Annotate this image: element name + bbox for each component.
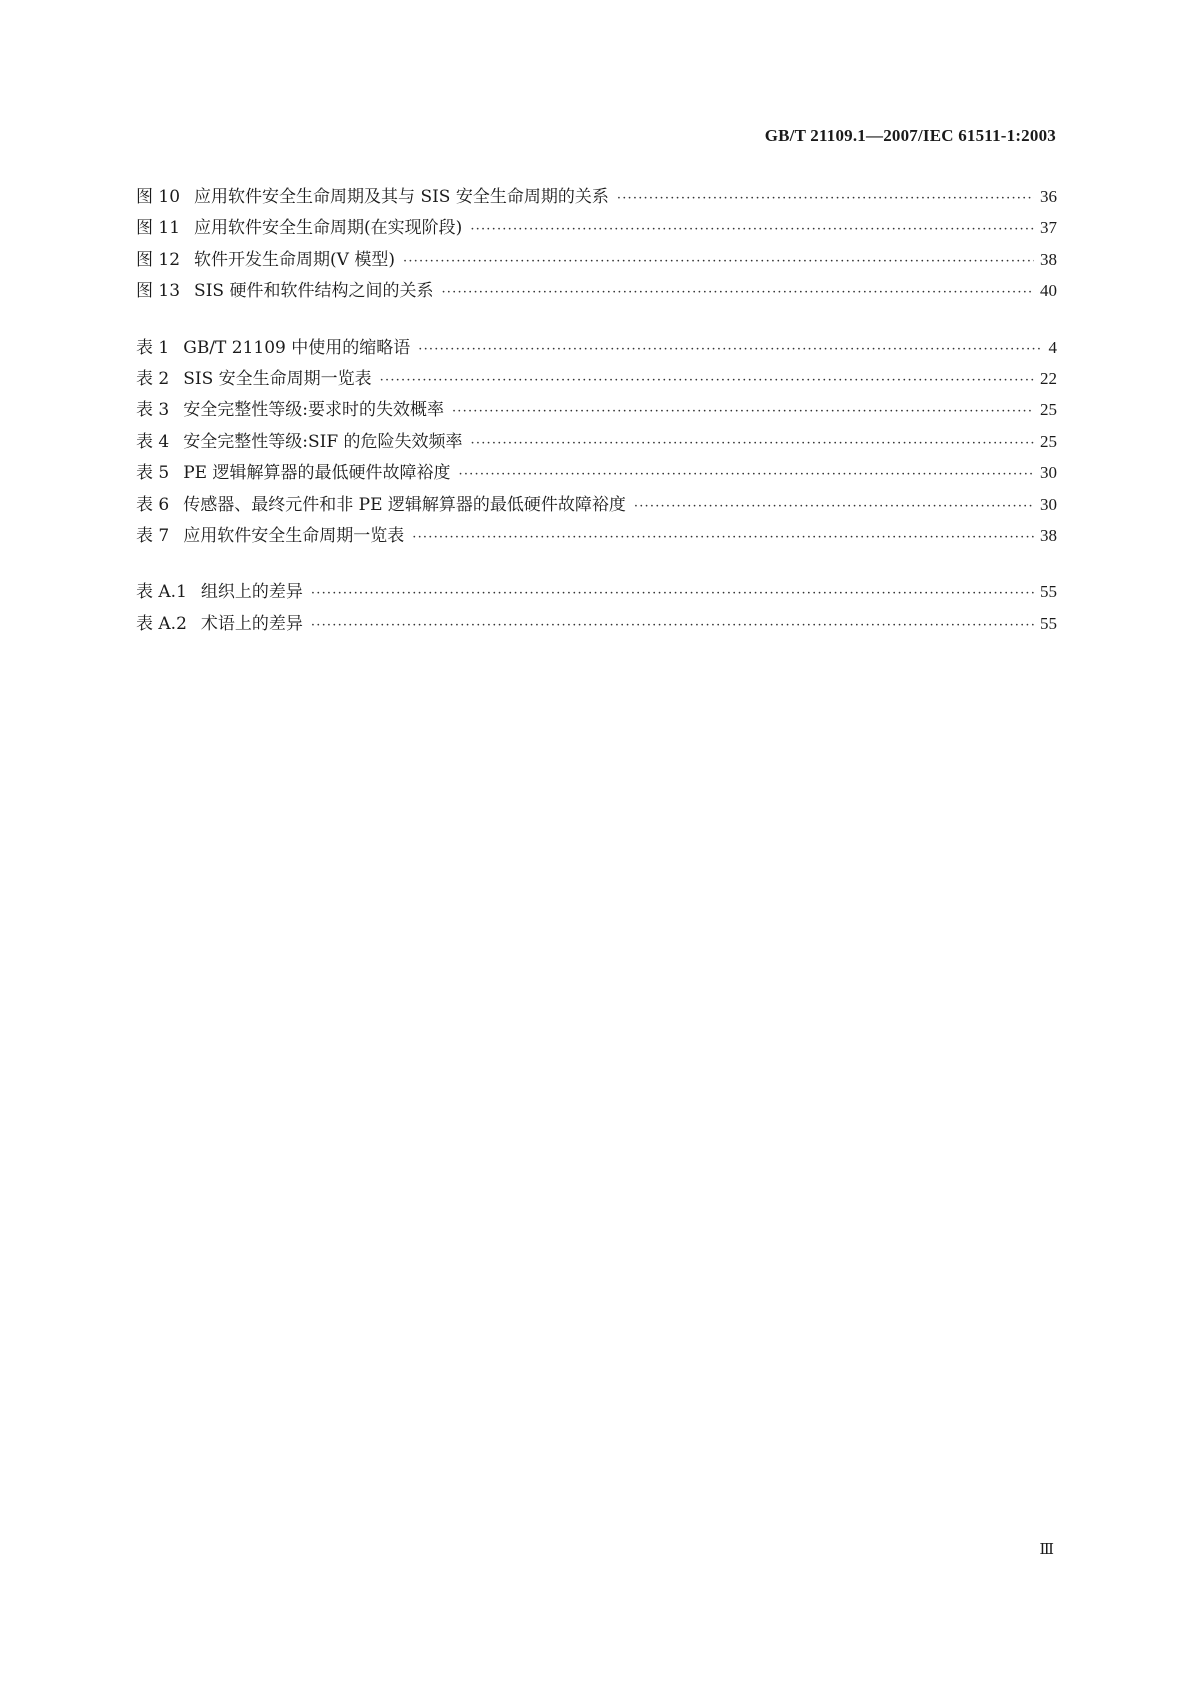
entry-page: 22 [1040,368,1057,388]
standard-header [765,126,1056,146]
entry-page: 37 [1040,218,1057,238]
entry-number: 图 11 [136,218,181,239]
entry-number: 图 10 [136,187,181,207]
entry-number: 表 5 [136,463,170,484]
entry-page: 36 [1040,187,1057,206]
entry-number: 表 4 [136,431,170,452]
toc-group-annex-tables [136,577,1057,640]
entry-title: 术语上的差异 [200,613,303,634]
standard-number: GB/T 21109.1—2007/IEC 61511-1:2003 [764,126,1056,145]
toc-entry[interactable] [136,609,1057,640]
toc-group-figures [136,182,1057,308]
entry-page: 55 [1040,582,1057,602]
entry-title: 安全完整性等级:SIF 的危险失效频率 [183,431,463,452]
toc-entry[interactable] [136,213,1057,244]
entry-title: GB/T 21109 中使用的缩略语 [183,337,411,358]
toc-entry[interactable] [136,395,1057,426]
table-of-contents [136,182,1057,665]
entry-number: 表 3 [136,400,170,421]
entry-number: 表 A.1 [136,582,187,603]
entry-title: 软件开发生命周期(V 模型) [194,249,395,270]
leader-dots [634,499,1034,514]
page-number: Ⅲ [1039,1542,1054,1558]
leader-dots [403,254,1034,269]
entry-page: 4 [1048,337,1057,357]
entry-title: SIS 硬件和软件结构之间的关系 [194,281,434,302]
toc-entry[interactable] [136,427,1057,458]
leader-dots [412,530,1034,545]
entry-title: 安全完整性等级:要求时的失效概率 [183,400,444,421]
entry-title: PE 逻辑解算器的最低硬件故障裕度 [183,463,451,484]
entry-number: 图 12 [136,249,181,270]
entry-title: 传感器、最终元件和非 PE 逻辑解算器的最低硬件故障裕度 [183,494,626,515]
toc-group-tables [136,333,1057,553]
leader-dots [418,342,1042,357]
entry-title: 应用软件安全生命周期及其与 SIS 安全生命周期的关系 [194,187,609,207]
leader-dots [471,436,1034,451]
entry-title: 应用软件安全生命周期(在实现阶段) [194,218,463,239]
entry-page: 55 [1040,613,1057,633]
toc-entry[interactable] [136,333,1057,364]
leader-dots [311,586,1034,601]
entry-number: 表 1 [136,337,170,358]
toc-entry[interactable] [136,182,1057,213]
leader-dots [441,285,1034,300]
entry-page: 40 [1040,281,1057,301]
entry-page: 38 [1040,525,1057,545]
entry-page: 25 [1040,431,1057,451]
entry-number: 表 A.2 [136,613,187,634]
toc-entry[interactable] [136,577,1057,608]
leader-dots [311,618,1034,633]
leader-dots [470,222,1034,237]
toc-entry[interactable] [136,521,1057,552]
toc-entry[interactable] [136,276,1057,307]
entry-number: 表 7 [136,525,170,546]
leader-dots [459,467,1035,482]
toc-entry[interactable] [136,490,1057,521]
toc-entry[interactable] [136,458,1057,489]
entry-number: 表 2 [136,368,170,389]
entry-page: 38 [1040,249,1057,269]
entry-page: 30 [1040,463,1057,483]
toc-entry[interactable] [136,364,1057,395]
leader-dots [452,404,1034,419]
entry-title: 应用软件安全生命周期一览表 [183,525,405,546]
toc-entry[interactable] [136,245,1057,276]
entry-number: 表 6 [136,494,170,515]
entry-title: SIS 安全生命周期一览表 [183,368,372,389]
leader-dots [617,191,1034,206]
entry-page: 30 [1040,494,1057,514]
entry-title: 组织上的差异 [200,582,303,603]
entry-number: 图 13 [136,281,181,302]
entry-page: 25 [1040,400,1057,420]
leader-dots [380,373,1034,388]
